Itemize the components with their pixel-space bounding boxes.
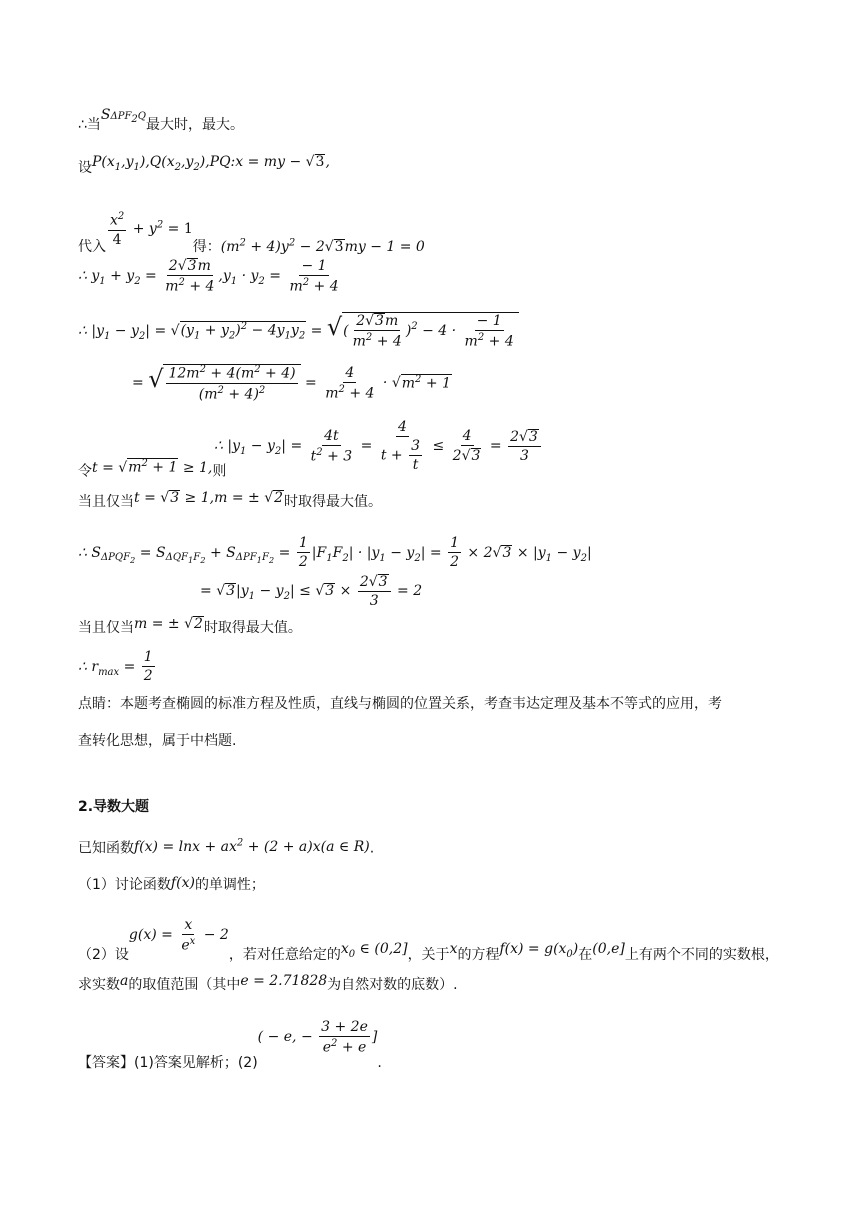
math-gx: g(x) = $\frac{x}{e^x}$ − 2 xyxy=(128,917,229,954)
line-abs-diff-1 xyxy=(78,312,519,349)
math-condition-2: m = ± √2 xyxy=(134,616,203,632)
math-answer-interval: ( − e, − $\frac{3 + 2e}{e^2 + e}$ ] xyxy=(257,1019,378,1056)
text-mid: 的取值范围（其中 xyxy=(128,977,241,993)
text-c: 的方程 xyxy=(457,947,500,964)
answer-label: 【答案】 xyxy=(78,1055,134,1072)
math-function: $f(x) = \ln x + ax^2 + (2 + a)x(a$ ∈ R) xyxy=(134,837,370,855)
text-prefix: （2）设 xyxy=(78,947,129,964)
math-abs-diff-simplified: = √ $\frac{12m^2 + 4(m^2 + 4)}{(m^2 + 4)^2}$ = $\frac{4}{m^2 + 4}$ · $√m^2 + 1$ xyxy=(132,364,451,403)
line-rmax xyxy=(78,650,157,683)
text-a: ，若对任意给定的 xyxy=(228,947,341,964)
answer-line: 【答案】(1)答案见解析；(2)( − e, − $\frac{3 + 2e}{e^2 + e}$ ]. xyxy=(78,1019,382,1072)
text-suffix: 最大时，最大。 xyxy=(145,117,244,133)
math-x: x xyxy=(449,941,458,958)
comment-text-2: 查转化思想，属于中档题. xyxy=(78,733,237,749)
text-prefix: 设 xyxy=(78,160,92,176)
line-equality-1 xyxy=(78,490,383,510)
text-prefix: 求实数 xyxy=(78,977,120,993)
math-condition-1: t = √3 ≥ 1,m = ± √2 xyxy=(134,490,284,506)
math-vieta: ∴ $y_1 + y_2$ = $\frac{2√3m}{m^2 + 4}$ $,y_1 \cdot y_2$ = $\frac{- 1}{m^2 + 4}$ xyxy=(78,257,339,295)
math-a: a xyxy=(120,973,129,989)
math-e-value: e = 2.71828 xyxy=(240,973,328,989)
problem-heading xyxy=(78,800,149,814)
line-let-t xyxy=(78,458,227,480)
math-x0-range: $x_0$ ∈ (0,2] xyxy=(340,941,408,961)
math-points: $P(x_1,y_1),Q(x_2,y_2),PQ:x$ = my − √3, xyxy=(92,154,330,173)
comment-line-1 xyxy=(78,697,722,711)
answer-text: (1)答案见解析；(2) xyxy=(134,1055,258,1072)
text-suffix: 时取得最大值。 xyxy=(284,494,383,510)
math-ellipse: $\frac{x^2}{4}$ + $y^2 = 1$ xyxy=(110,211,193,248)
text-prefix: 当且仅当 xyxy=(78,494,134,510)
line-abs-diff-2 xyxy=(132,364,452,401)
text-prefix: ∴当 xyxy=(78,117,101,133)
math-fx: f(x) xyxy=(170,875,195,891)
math-area-bound: = $√3|y_1 - y_2| \le √3$ × $\frac{2√3}{3}$ = 2 xyxy=(200,574,423,609)
comment-line-2 xyxy=(78,734,236,748)
math-abs-diff: ∴ $|y_1 - y_2| = √(y_1 + y_2)^2 - 4y_1y_2$ = √( $\frac{2√3m}{m^2 + 4}$ )$^2$ − 4 · $\frac{- 1}{m^2 + 4}$ xyxy=(78,323,519,339)
text-suffix: 的单调性； xyxy=(194,877,265,893)
line-area-1 xyxy=(78,536,592,569)
line-max-area xyxy=(78,107,244,133)
text-prefix: （1）讨论函数 xyxy=(78,877,171,893)
math-rmax: ∴ $r_{max}$ = $\frac{1}{2}$ xyxy=(78,649,153,684)
problem-part-2-line-2 xyxy=(78,973,458,993)
line-substitute xyxy=(78,211,425,256)
text-suffix: 则 xyxy=(212,463,227,480)
text-b: ，关于 xyxy=(407,947,450,964)
text-mid: 得： xyxy=(192,239,221,256)
text-suffix: 为自然对数的底数）. xyxy=(327,977,458,993)
line-area-2 xyxy=(200,574,422,608)
math-quadratic: $(m^2 + 4)y^2 - 2√3my - 1 = 0$ xyxy=(220,237,425,256)
text-prefix: 已知函数 xyxy=(78,840,134,857)
problem-part-2 xyxy=(78,917,779,964)
line-abs-diff-t xyxy=(214,420,543,472)
math-area-symbol: $S\Delta PF_2Q$ xyxy=(100,107,146,125)
line-equality-2 xyxy=(78,616,302,636)
math-abs-diff-t: ∴ $|y_1 - y_2|$ = $\frac{4t}{t^2 + 3}$ = 4 t + $\frac{3}{t}$ ≤ $\frac{4}{2√3}$ = $\frac{2√3}{3}$ xyxy=(214,438,543,454)
problem-intro: 已知函数$f(x) = \ln x + ax^2 + (2 + a)x(a$ ∈ R). xyxy=(78,837,375,857)
text-prefix: 当且仅当 xyxy=(78,620,134,636)
line-vieta xyxy=(78,258,343,294)
line-set-points xyxy=(78,154,330,179)
math-t-def: $t = √m^2 + 1 \ge 1$, xyxy=(92,458,213,476)
comment-text: 点睛：本题考查椭圆的标准方程及性质，直线与椭圆的位置关系，考查韦达定理及基本不等式的应用，考 xyxy=(78,696,722,712)
text-e: 上有两个不同的实数根， xyxy=(624,947,779,964)
math-interval: (0,e] xyxy=(592,941,625,958)
text-prefix: 令 xyxy=(78,463,92,480)
text-suffix: 时取得最大值。 xyxy=(203,620,302,636)
math-equation: $f(x) = g(x_0)$ xyxy=(499,941,579,961)
heading-text: 2.导数大题 xyxy=(78,799,150,815)
text-prefix: 代入 xyxy=(78,239,106,256)
problem-part-1 xyxy=(78,875,265,893)
text-d: 在 xyxy=(578,947,593,964)
math-area-sum: ∴ $S_{\Delta PQF_2} = S_{\Delta QF_1F_2} + S_{\Delta PF_1F_2}$ = $\frac{1}{2}$ $|F_1F_2| \cdot |y_1 - y_2|$ = $\frac{1}{2}$ × $2√3 \times |y_1 - y_2|$ xyxy=(78,535,592,570)
